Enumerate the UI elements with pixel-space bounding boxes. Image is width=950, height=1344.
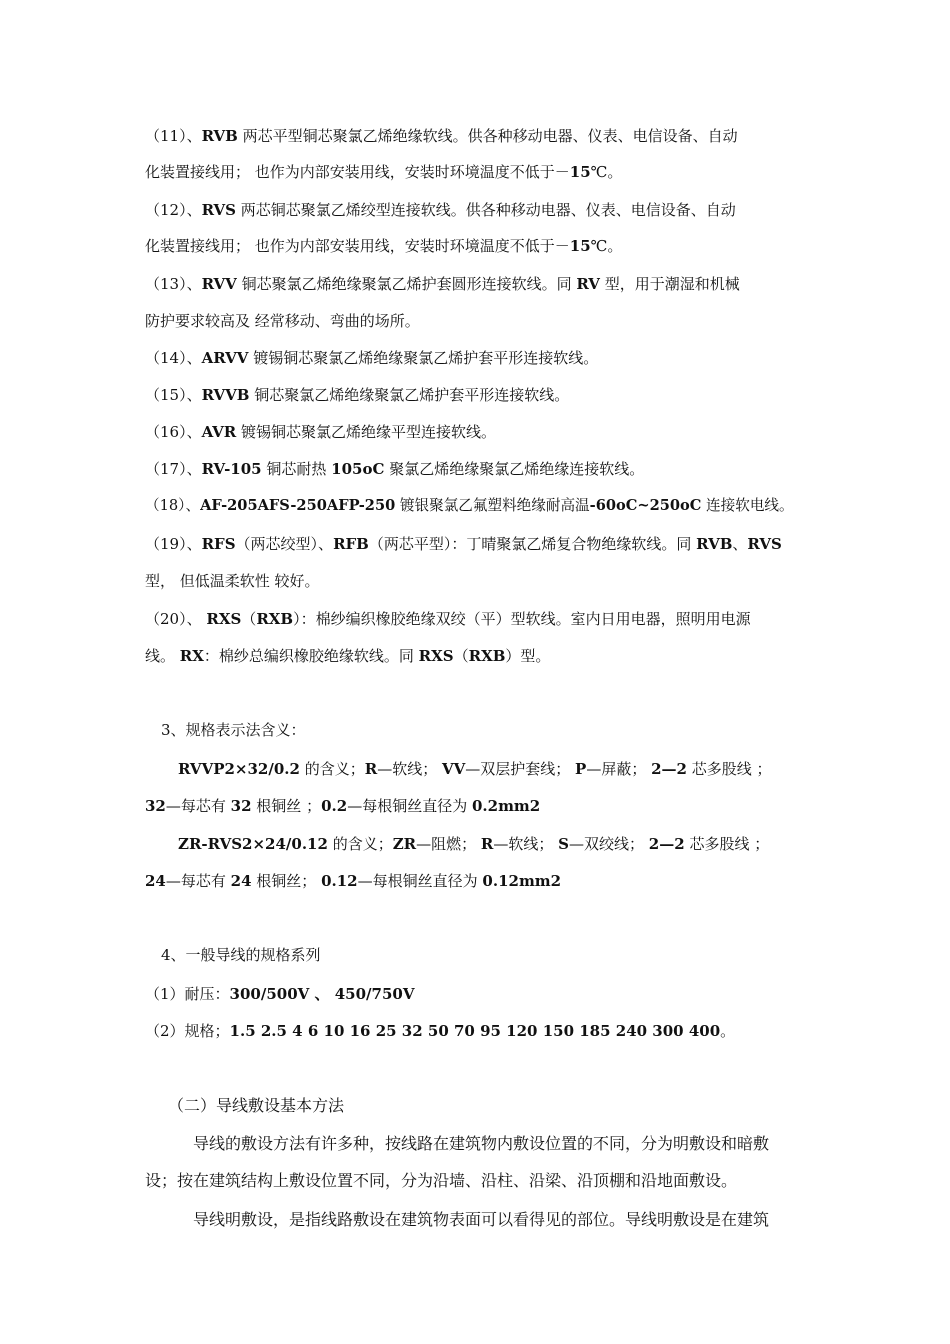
voltage-value: 300/500V 、 450/750V: [229, 985, 415, 1003]
part-2-para-2-line-1: 导线明敷设，是指线路敷设在建筑物表面可以看得见的部位。导线明敷设是在建筑: [193, 1210, 770, 1229]
size-series: [145, 1021, 735, 1041]
item-model: RV: [576, 275, 600, 293]
spec-term: R: [364, 760, 378, 778]
spec-text: 芯多股线 ；: [686, 760, 772, 778]
spec-text: 的含义；: [327, 835, 393, 853]
item-18: [145, 496, 794, 516]
item-number: （15）、: [145, 386, 202, 404]
item-text: ）型。: [505, 647, 551, 665]
item-12-line-2: [145, 236, 622, 256]
item-16: [145, 422, 496, 442]
item-number: （13）、: [145, 275, 202, 293]
item-text: 化装置接线用； 也作为内部安装用线，安装时环境温度不低于－: [145, 237, 570, 255]
item-model: AVR: [201, 423, 237, 441]
item-model: RFS: [201, 535, 236, 553]
spec-example-1-line-1: [178, 759, 772, 779]
spec-text: 根铜丝；: [251, 872, 322, 890]
item-11-line-1: [145, 126, 738, 146]
item-number: （12）、: [145, 201, 202, 219]
item-model: RXB: [468, 647, 506, 665]
item-model: RVB: [201, 127, 238, 145]
item-19-line-2: [145, 571, 320, 591]
item-number: （17）、: [145, 460, 202, 478]
spec-term: 0.2: [321, 797, 348, 815]
item-model: ARVV: [201, 349, 249, 367]
spec-text: —阻燃；: [416, 835, 481, 853]
item-model: AF-205AFS-250AFP-250: [200, 497, 396, 514]
item-model: RXS: [206, 610, 242, 628]
spec-text: —双绞线；: [569, 835, 649, 853]
spec-term: RVVP2×32/0.2: [178, 760, 300, 778]
temp-value: 105oC: [331, 460, 385, 478]
item-15: [145, 385, 569, 405]
item-number: （14）、: [145, 349, 202, 367]
item-text: 型， 但低温柔软性 较好。: [145, 572, 320, 590]
item-14: [145, 348, 598, 368]
spec-text: —每根铜丝直径为: [357, 872, 483, 890]
item-text: 防护要求较高及 经常移动、弯曲的场所。: [145, 312, 420, 330]
item-number: （16）、: [145, 423, 202, 441]
item-12-line-1: [145, 200, 736, 220]
item-text: 连接软电线。: [701, 497, 794, 514]
item-20-line-1: [145, 609, 751, 629]
item-text: 化装置接线用； 也作为内部安装用线，安装时环境温度不低于－: [145, 163, 570, 181]
item-text: （两芯绞型）、: [235, 535, 334, 553]
temp-value: 15: [569, 163, 591, 181]
item-13-line-2: [145, 311, 420, 331]
spec-term: VV: [441, 760, 466, 778]
item-text: 两芯铜芯聚氯乙烯绞型连接软线。供各种移动电器、仪表、电信设备、自动: [236, 201, 736, 219]
item-model: RVVB: [201, 386, 250, 404]
item-text: （: [241, 610, 257, 628]
item-model: RXS: [418, 647, 454, 665]
size-label: （2）规格；: [145, 1022, 230, 1040]
spec-term: 24: [230, 872, 252, 890]
item-model: RXB: [256, 610, 294, 628]
voltage-label: （1）耐压：: [145, 985, 230, 1003]
item-text: ）：棉纱编织橡胶绝缘双绞（平）型软线。室内日用电器，照明用电源: [293, 610, 751, 628]
item-text: 铜芯耐热: [261, 460, 332, 478]
spec-term: ZR: [392, 835, 417, 853]
spec-term: S: [558, 835, 570, 853]
item-text: （: [453, 647, 469, 665]
item-number: （18）、: [145, 497, 201, 514]
spec-text: —每芯有: [165, 797, 231, 815]
item-13-line-1: [145, 274, 740, 294]
spec-text: —软线；: [493, 835, 559, 853]
item-text: ℃。: [590, 163, 623, 181]
item-model: RVS: [201, 201, 236, 219]
temp-value: 15: [569, 237, 591, 255]
item-text: 镀银聚氯乙氟塑料绝缘耐高温: [395, 497, 590, 514]
spec-text: 芯多股线 ；: [684, 835, 770, 853]
part-2-para-1-line-2: 设；按在建筑结构上敷设位置不同，分为沿墙、沿柱、沿梁、沿顶棚和沿地面敷设。: [145, 1171, 738, 1190]
item-text: （两芯平型）：丁晴聚氯乙烯复合物绝缘软线。同: [368, 535, 697, 553]
item-model: RVS: [747, 535, 782, 553]
spec-text: —软线；: [377, 760, 442, 778]
spec-term: ZR-RVS2×24/0.12: [178, 835, 328, 853]
part-2-heading: （二）导线敷设基本方法: [168, 1096, 345, 1115]
item-text: 、: [732, 535, 748, 553]
item-model: RV-105: [201, 460, 262, 478]
spec-term: 2—2: [648, 835, 685, 853]
spec-term: 0.12mm2: [482, 872, 562, 890]
item-model: RVB: [696, 535, 733, 553]
spec-text: —双层护套线；: [465, 760, 576, 778]
item-text: 聚氯乙烯绝缘聚氯乙烯绝缘连接软线。: [384, 460, 645, 478]
item-20-line-2: [145, 646, 550, 666]
item-text: 型，用于潮湿和机械: [599, 275, 740, 293]
spec-term: 32: [230, 797, 252, 815]
section-4-title: 4、一般导线的规格系列: [161, 946, 321, 964]
spec-text: —每根铜丝直径为: [347, 797, 472, 815]
item-text: 铜芯聚氯乙烯绝缘聚氯乙烯护套圆形连接软线。同: [236, 275, 577, 293]
item-text: ：棉纱总编织橡胶绝缘软线。同: [203, 647, 419, 665]
item-model: RX: [179, 647, 204, 665]
section-3-title: 3、规格表示法含义：: [161, 721, 306, 739]
item-text: 线。: [145, 647, 180, 665]
spec-example-2-line-1: [178, 834, 769, 854]
spec-text: 的含义；: [299, 760, 365, 778]
temp-range: -60oC~250oC: [589, 497, 702, 514]
voltage-rating: [145, 984, 414, 1004]
spec-example-1-line-2: [145, 796, 540, 816]
spec-term: P: [575, 760, 587, 778]
item-17: [145, 459, 644, 479]
item-text: 镀锡铜芯聚氯乙烯绝缘聚氯乙烯护套平形连接软线。: [248, 349, 599, 367]
item-text: 铜芯聚氯乙烯绝缘聚氯乙烯护套平形连接软线。: [249, 386, 570, 404]
size-end: 。: [720, 1022, 736, 1040]
spec-term: R: [480, 835, 494, 853]
item-text: ℃。: [590, 237, 623, 255]
spec-text: 根铜丝 ；: [251, 797, 322, 815]
item-model: RVV: [201, 275, 237, 293]
size-value: 1.5 2.5 4 6 10 16 25 32 50 70 95 120 150 185 240 300 400: [229, 1022, 721, 1040]
spec-example-2-line-2: [145, 871, 561, 891]
spec-term: 24: [145, 872, 166, 890]
item-number: （19）、: [145, 535, 202, 553]
spec-term: 2—2: [651, 760, 687, 778]
item-number: （20）、: [145, 610, 207, 628]
item-model: RFB: [333, 535, 369, 553]
item-19-line-1: [145, 534, 782, 554]
spec-term: 0.12: [321, 872, 358, 890]
item-11-line-2: [145, 162, 622, 182]
spec-text: —屏蔽；: [586, 760, 652, 778]
item-text: 镀锡铜芯聚氯乙烯绝缘平型连接软线。: [236, 423, 497, 441]
item-number: （11）、: [145, 127, 202, 145]
spec-term: 32: [145, 797, 166, 815]
part-2-para-1-line-1: 导线的敷设方法有许多种，按线路在建筑物内敷设位置的不同，分为明敷设和暗敷: [193, 1134, 770, 1153]
spec-term: 0.2mm2: [471, 797, 541, 815]
item-text: 两芯平型铜芯聚氯乙烯绝缘软线。供各种移动电器、仪表、电信设备、自动: [237, 127, 738, 145]
spec-text: —每芯有: [165, 872, 231, 890]
